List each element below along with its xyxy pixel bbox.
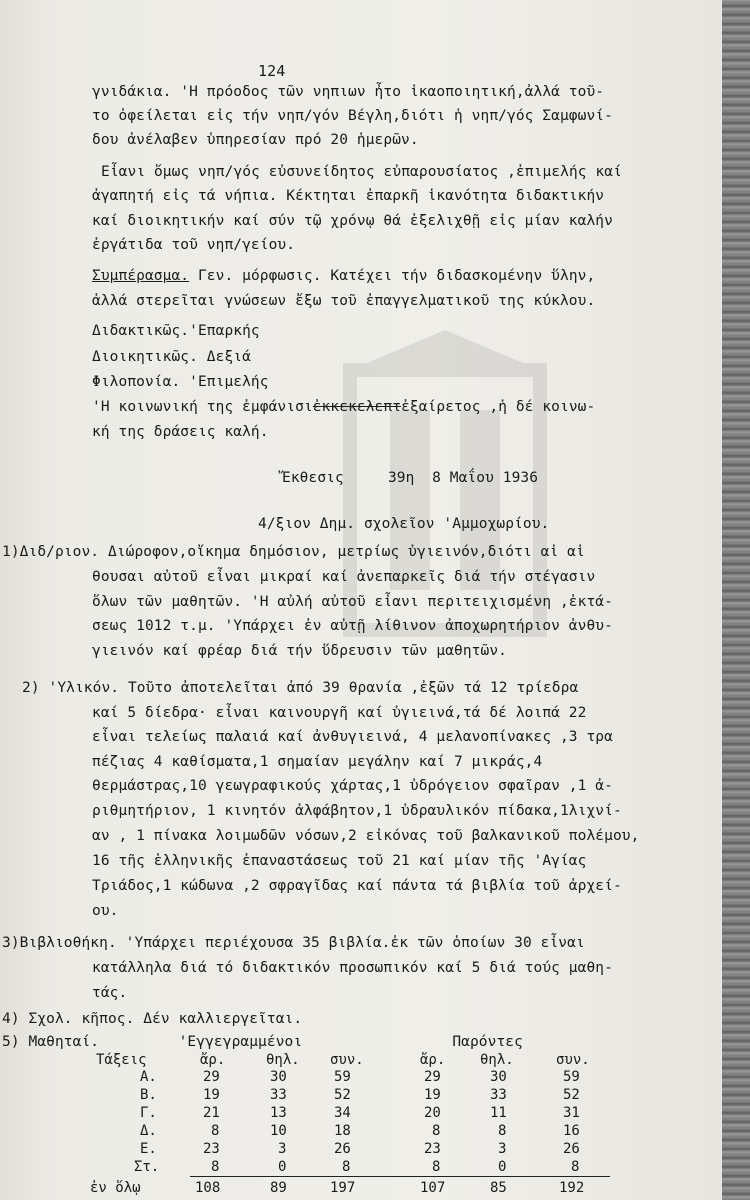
table-cell: 34 [334, 1105, 351, 1121]
text-line: σεως 1012 τ.μ. 'Υπάρχει ἐν αὐτῇ λίθινον ἀποχωρητήριον ἀνθυ- [92, 618, 613, 634]
table-cell: 26 [563, 1141, 580, 1157]
total-rule [190, 1176, 610, 1177]
text-line: γιεινόν καί φρέαρ διά τήν ὕδρευσιν τῶν μαθητῶν. [92, 643, 507, 659]
text-line: θουσαι αὐτοῦ εἶναι μικραί καί ἀνεπαρκεῖς διά τήν στέγασιν [92, 569, 596, 585]
table-cell: 13 [270, 1105, 287, 1121]
table-cell: 29 [203, 1069, 220, 1085]
text-line: γνιδάκια. 'Η πρόοδος τῶν νηπιων ἦτο ἱκαοποιητική,ἀλλά τοῦ- [92, 84, 605, 100]
text-line: Διδακτικῶς.'Επαρκής [92, 323, 260, 339]
table-cell: 33 [490, 1087, 507, 1103]
table-header: θηλ. [266, 1052, 300, 1068]
text-line: Διοικητικῶς. Δεξιά [92, 349, 251, 365]
table-row-label: Β. [140, 1087, 157, 1103]
text-line: τάς. [92, 985, 128, 1001]
table-row-label: Δ. [140, 1123, 157, 1139]
table-cell: 8 [342, 1159, 351, 1175]
table-cell: 52 [334, 1087, 351, 1103]
students-heading: 5) Μαθηταί. 'Εγγεγραμμένοι Παρόντες [2, 1034, 523, 1050]
table-row-label: Στ. [134, 1159, 160, 1175]
table-header: συν. [330, 1052, 364, 1068]
table-total-cell: 85 [490, 1180, 507, 1196]
text-line: 4) Σχολ. κῆπος. Δέν καλλιεργεῖται. [2, 1011, 303, 1027]
table-cell: 30 [270, 1069, 287, 1085]
table-cell: 29 [424, 1069, 441, 1085]
text-line: καί διοικητικήν καί σύν τῷ χρόνῳ θά ἐξελιχθῇ εἰς μίαν καλήν [92, 213, 613, 229]
text-line: θερμάστρας,10 γεωγραφικούς χάρτας,1 ὑδρόγειον σφαῖραν ,1 ἀ- [92, 778, 613, 794]
text-line: κή της δράσεις καλή. [92, 424, 269, 440]
struck-line [92, 399, 595, 415]
table-cell: 21 [203, 1105, 220, 1121]
text-line: Τριάδος,1 κώδωνα ,2 σφραγῖδας καί πάντα τά βιβλία τοῦ ἀρχεί- [92, 878, 622, 894]
table-cell: 3 [278, 1141, 287, 1157]
table-cell: 11 [490, 1105, 507, 1121]
table-cell: 8 [211, 1123, 220, 1139]
table-cell: 8 [432, 1159, 441, 1175]
table-total-cell: 192 [559, 1180, 585, 1196]
table-cell: 59 [563, 1069, 580, 1085]
text-line: το ὀφείλεται εἰς τήν νηπ/γόν Βέγλη,διότι ἡ νηπ/γός Σαμφωνί- [92, 108, 613, 124]
table-total-cell: 197 [330, 1180, 356, 1196]
table-total-cell: 107 [420, 1180, 446, 1196]
table-cell: 26 [334, 1141, 351, 1157]
text-line: ἀλλά στερεῖται γνώσεων ἔξω τοῦ ἐπαγγελματικοῦ της κύκλου. [92, 293, 596, 309]
table-cell: 23 [424, 1141, 441, 1157]
table-cell: 0 [498, 1159, 507, 1175]
text-line: ριθμητήριον, 1 κινητόν ἀλφάβητον,1 ὑδραυλικόν πίδακα,1λιχνί- [92, 803, 622, 819]
table-cell: 8 [432, 1123, 441, 1139]
table-cell: 59 [334, 1069, 351, 1085]
table-header: Τάξεις [96, 1052, 147, 1068]
text-line: 16 τῆς ἑλληνικῆς ἐπαναστάσεως τοῦ 21 καί μίαν τῆς 'Αγίας [92, 853, 587, 869]
text-line: 2) 'Υλικόν. Τοῦτο ἀποτελεῖται ἀπό 39 θρανία ,ἐξῶν τά 12 τρίεδρα [22, 680, 579, 696]
text-line: δου ἀνέλαβεν ὑπηρεσίαν πρό 20 ἡμερῶν. [92, 132, 419, 148]
table-cell: 3 [498, 1141, 507, 1157]
text-line: ου. [92, 903, 119, 919]
table-cell: 8 [498, 1123, 507, 1139]
text-line: πέζιας 4 καθίσματα,1 σημαίαν μεγάλην καί 7 μικράς,4 [92, 754, 543, 770]
text-line: αν , 1 πίνακα λοιμωδῶν νόσων,2 εἰκόνας τοῦ βαλκανικοῦ πολέμου, [92, 828, 640, 844]
text-line: Φιλοπονία. 'Επιμελής [92, 374, 269, 390]
conclusion-label: Συμπέρασμα. [92, 268, 190, 284]
table-header: θηλ. [480, 1052, 514, 1068]
struck-line-start: 'Η κοινωνική της ἐμφάνισι [92, 399, 313, 415]
text-line: κατάλληλα διά τό διδακτικόν προσωπικόν καί 5 διά τούς μαθη- [92, 960, 613, 976]
table-cell: 31 [563, 1105, 580, 1121]
struck-line-tail: ἐξαίρετος ,ἡ δέ κοινω- [401, 399, 596, 415]
table-cell: 16 [563, 1123, 580, 1139]
text-line: Εἶανι ὅμως νηπ/γός εὐσυνείδητος εὐπαρουσίατος ,ἐπιμελής καί [101, 164, 622, 180]
table-header: ἄρ. [200, 1052, 226, 1068]
text-line: ἀγαπητή εἰς τά νήπια. Κέκτηται ἐπαρκῆ ἱκανότητα διδακτικήν [92, 188, 605, 204]
page-number: 124 [258, 62, 286, 80]
table-cell: 33 [270, 1087, 287, 1103]
conclusion-line: Συμπέρασμα. Γεν. μόρφωσις. Κατέχει τήν διδασκομένην ὕλην, [92, 268, 596, 284]
table-cell: 52 [563, 1087, 580, 1103]
table-row-label: Γ. [140, 1105, 157, 1121]
students-table [0, 1052, 722, 1196]
table-row-label: Ε. [140, 1141, 157, 1157]
table-total-label: ἐν ὅλῳ [90, 1180, 141, 1196]
text-line: ἐργάτιδα τοῦ νηπ/γείου. [92, 237, 296, 253]
table-cell: 19 [424, 1087, 441, 1103]
table-header: ἄρ. [420, 1052, 446, 1068]
school-heading: 4/ξιον Δημ. σχολεῖον 'Αμμοχωρίου. [258, 516, 550, 532]
table-total-cell: 89 [270, 1180, 287, 1196]
table-cell: 8 [571, 1159, 580, 1175]
struck-word: ἐκκεκελεπτ [312, 399, 402, 415]
table-total-cell: 108 [195, 1180, 221, 1196]
table-cell: 8 [211, 1159, 220, 1175]
table-cell: 30 [490, 1069, 507, 1085]
table-cell: 19 [203, 1087, 220, 1103]
table-cell: 23 [203, 1141, 220, 1157]
text-line: καί 5 δίεδρα· εἶναι καινουργῆ καί ὑγιεινά,τά δέ λοιπά 22 [92, 705, 587, 721]
table-cell: 0 [278, 1159, 287, 1175]
table-row-label: Α. [140, 1069, 157, 1085]
book-binding-edge [722, 0, 750, 1200]
text-line: εἶναι τελείως παλαιά καί ἀνθυγιεινά, 4 μελανοπίνακες ,3 τρα [92, 729, 613, 745]
table-cell: 20 [424, 1105, 441, 1121]
table-cell: 10 [270, 1123, 287, 1139]
text-line: 1)Διδ/ριον. Διώροφον,οἴκημα δημόσιον, μετρίως ὑγιεινόν,διότι αἱ αἱ [2, 544, 585, 560]
text-line: 3)Βιβλιοθήκη. 'Υπάρχει περιέχουσα 35 βιβλία.ἐκ τῶν ὁποίων 30 εἶναι [2, 935, 585, 951]
table-cell: 18 [334, 1123, 351, 1139]
table-header: συν. [556, 1052, 590, 1068]
text-line: ὅλων τῶν μαθητῶν. 'Η αὐλή αὐτοῦ εἶανι περιτειχισμένη ,ἐκτά- [92, 594, 613, 610]
report-heading: Ἔκθεσις 39η 8 Μαΐου 1936 [282, 470, 539, 486]
